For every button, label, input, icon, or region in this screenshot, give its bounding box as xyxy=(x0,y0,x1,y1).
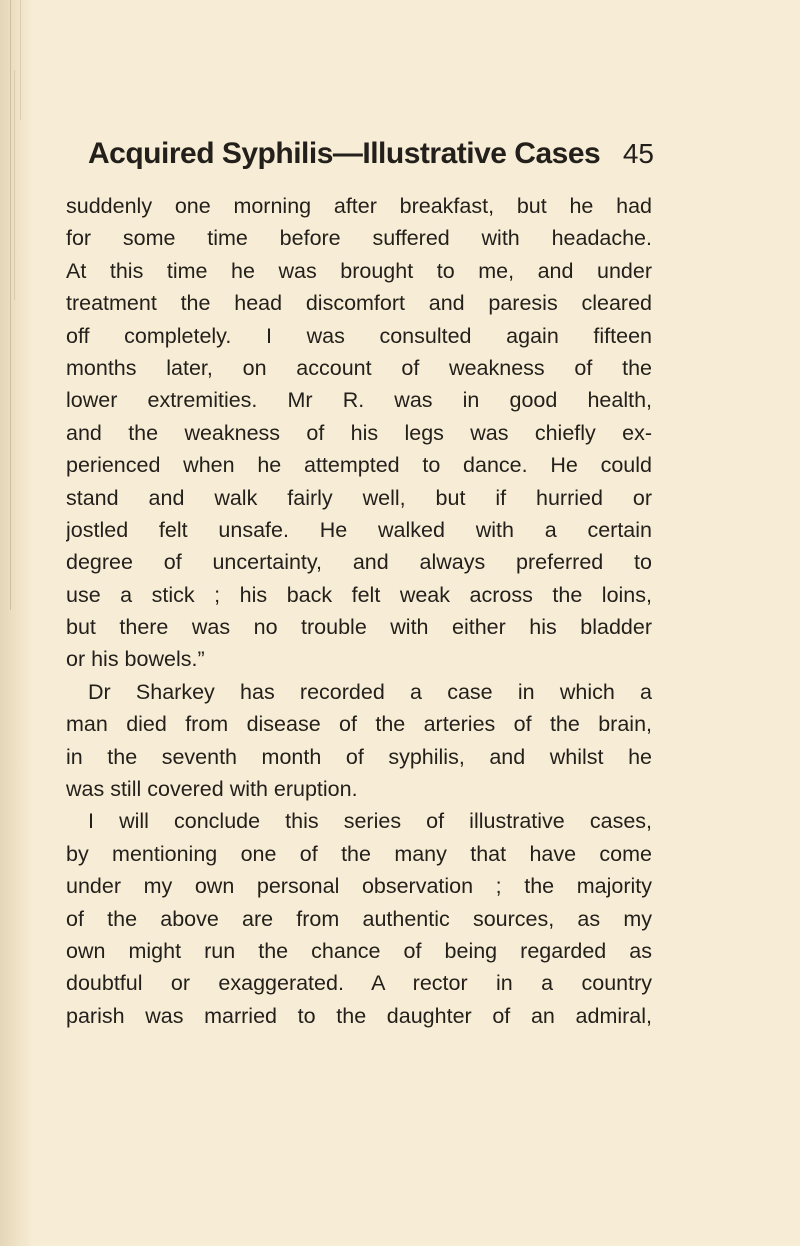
text-line: use a stick ; his back felt weak across the loins, xyxy=(66,582,652,607)
running-head-title: Acquired Syphilis—Illustrative Cases xyxy=(88,137,601,170)
body-text xyxy=(66,190,652,1032)
running-head xyxy=(88,134,654,174)
paragraph xyxy=(66,805,652,1032)
gutter-crease-line xyxy=(20,0,21,120)
text-line: parish was married to the daughter of an admiral, xyxy=(66,1003,652,1028)
text-line: own might run the chance of being regarded as xyxy=(66,938,652,963)
text-line: was still covered with eruption. xyxy=(66,777,358,802)
text-line: of the above are from authentic sources, as my xyxy=(66,906,652,931)
text-line: man died from disease of the arteries of the brain, xyxy=(66,712,652,737)
gutter-crease-line xyxy=(14,70,15,300)
page-gutter-shadow xyxy=(0,0,34,1246)
text-line: degree of uncertainty, and always preferred to xyxy=(66,550,652,575)
text-line: but there was no trouble with either his bladder xyxy=(66,615,652,640)
text-line: I will conclude this series of illustrative cases, xyxy=(88,809,652,834)
text-line: off completely. I was consulted again fifteen xyxy=(66,323,652,348)
text-line: At this time he was brought to me, and under xyxy=(66,258,652,283)
text-line: and the weakness of his legs was chiefly ex- xyxy=(66,420,652,445)
paragraph xyxy=(66,190,652,676)
gutter-crease-line xyxy=(10,0,11,610)
text-line: or his bowels.” xyxy=(66,647,205,672)
text-line: doubtful or exaggerated. A rector in a country xyxy=(66,971,652,996)
text-line: by mentioning one of the many that have come xyxy=(66,841,652,866)
text-line: lower extremities. Mr R. was in good health, xyxy=(66,388,652,413)
text-line: months later, on account of weakness of the xyxy=(66,355,652,380)
page-number: 45 xyxy=(622,138,654,169)
paragraph xyxy=(66,676,652,806)
text-line: perienced when he attempted to dance. He could xyxy=(66,453,652,478)
text-line: for some time before suffered with headache. xyxy=(66,226,652,251)
text-line: Dr Sharkey has recorded a case in which a xyxy=(88,679,652,704)
text-line: under my own personal observation ; the majority xyxy=(66,874,652,899)
text-line: stand and walk fairly well, but if hurried or xyxy=(66,485,652,510)
text-line: in the seventh month of syphilis, and whilst he xyxy=(66,744,652,769)
text-line: jostled felt unsafe. He walked with a certain xyxy=(66,517,652,542)
text-line: treatment the head discomfort and paresis cleared xyxy=(66,291,652,316)
text-line: suddenly one morning after breakfast, but he had xyxy=(66,194,652,218)
